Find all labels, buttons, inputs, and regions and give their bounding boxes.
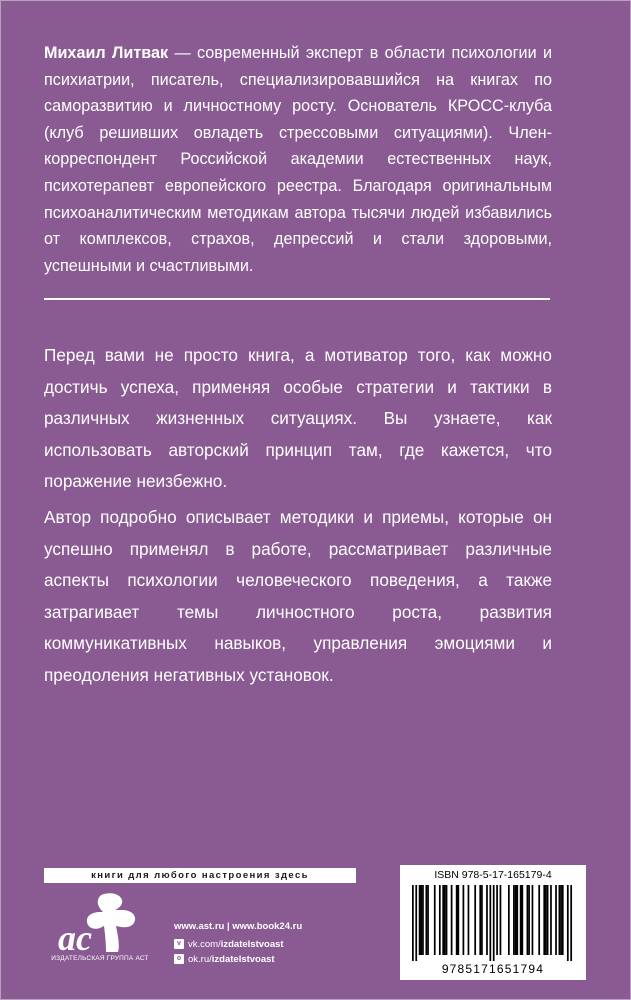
barcode-bar [555, 885, 557, 955]
isbn-label: ISBN 978-5-17-165179-4 [434, 869, 552, 881]
ok-icon: o [174, 954, 184, 964]
barcode-bar [513, 885, 515, 955]
vk-handle: izdatelstvoast [220, 938, 284, 950]
barcode-number: 9785171651794 [441, 962, 545, 976]
barcode-bar [442, 885, 444, 955]
barcode-bar [481, 885, 483, 955]
barcode-bar [527, 885, 529, 955]
barcode-bar [515, 885, 517, 955]
websites[interactable]: www.ast.ru | www.book24.ru [174, 921, 303, 932]
author-bio-text: — современный эксперт в области психологии и психиатрии, писатель, специализировавшийся на книгах по саморазвитию и личностному росту. Основатель КРОСС-клуба (клуб решивших овладеть стрессовыми ситуациями). Член-корреспондент Российской академии естественных наук, психотерапевт европейского реестра. Благодаря оригинальным психоаналитическим методикам автора тысячи людей избавились от комплексов, страхов, депрессий и стали здоровыми, успешными и счастливыми. [44, 44, 552, 275]
vk-link[interactable] [174, 937, 374, 951]
barcode-bar [493, 885, 495, 961]
barcode-bar [463, 885, 465, 955]
ok-link[interactable] [174, 952, 374, 966]
ok-handle: izdatelstvoast [211, 953, 275, 965]
barcode-bar [412, 885, 414, 961]
barcode-bar [479, 885, 481, 955]
vk-icon: v [174, 939, 184, 949]
barcode-box [400, 865, 586, 980]
barcode-bar [500, 885, 502, 955]
barcode-bar [545, 885, 547, 955]
barcode-bar [427, 885, 429, 955]
publisher-caption: ИЗДАТЕЛЬСКАЯ ГРУППА АСТ [51, 955, 149, 962]
barcode-bar [516, 885, 518, 955]
barcode-bar [425, 885, 427, 955]
barcode-bar [451, 885, 453, 955]
barcode-bar [419, 885, 421, 955]
barcode-bar [486, 885, 488, 955]
barcode-bar [550, 885, 552, 955]
barcode-bar [422, 885, 424, 955]
barcode-bar [420, 885, 422, 955]
barcode-bar [456, 885, 458, 955]
ok-prefix: ok.ru/ [188, 953, 212, 965]
logo-text: ac [58, 918, 92, 958]
barcode-bar [570, 885, 572, 961]
barcode-bar [547, 885, 549, 955]
description-paragraph-2: Автор подробно описывает методики и приемы, которые он успешно применял в работе, рассматривает различные аспекты психологии человеческого поведения, а также затрагивает темы личностного роста, развития коммуникативных навыков, управления эмоциями и преодоления негативных установок. [44, 507, 552, 685]
barcode-bar [560, 885, 562, 955]
barcode-bar [543, 885, 545, 955]
barcode-bar [538, 885, 540, 955]
barcode-bar [567, 885, 569, 961]
description-paragraph-1: Перед вами не просто книга, а мотиватор того, как можно достичь успеха, применяя особые стратегии и тактики в различных жизненных ситуациях. Вы узнаете, как использовать авторский принцип там, где кажется, что поражение неизбежно. [44, 345, 552, 491]
barcode-bar [496, 885, 498, 955]
divider [44, 298, 550, 300]
barcode-bar [434, 885, 436, 955]
barcode-bar [457, 885, 459, 955]
author-bio [44, 40, 552, 279]
barcode-bar [489, 885, 491, 961]
barcode-bar [415, 885, 417, 961]
barcode-bar [446, 885, 448, 955]
barcode-bar [528, 885, 530, 955]
barcode-bar [520, 885, 522, 955]
barcode-bar [468, 885, 470, 955]
barcode-bar [508, 885, 510, 955]
barcode-bars [412, 885, 574, 961]
barcode-bar [532, 885, 534, 955]
barcode-bar [521, 885, 523, 955]
slogan-banner: книги для любого настроения здесь [44, 868, 356, 883]
barcode-bar [562, 885, 564, 955]
author-name: Михаил Литвак [44, 44, 169, 62]
barcode-bar [439, 885, 441, 955]
ast-logo-icon [42, 888, 162, 988]
barcode-bar [444, 885, 446, 955]
barcode-bar [474, 885, 476, 955]
vk-prefix: vk.com/ [188, 938, 221, 950]
barcode-bar [559, 885, 561, 955]
